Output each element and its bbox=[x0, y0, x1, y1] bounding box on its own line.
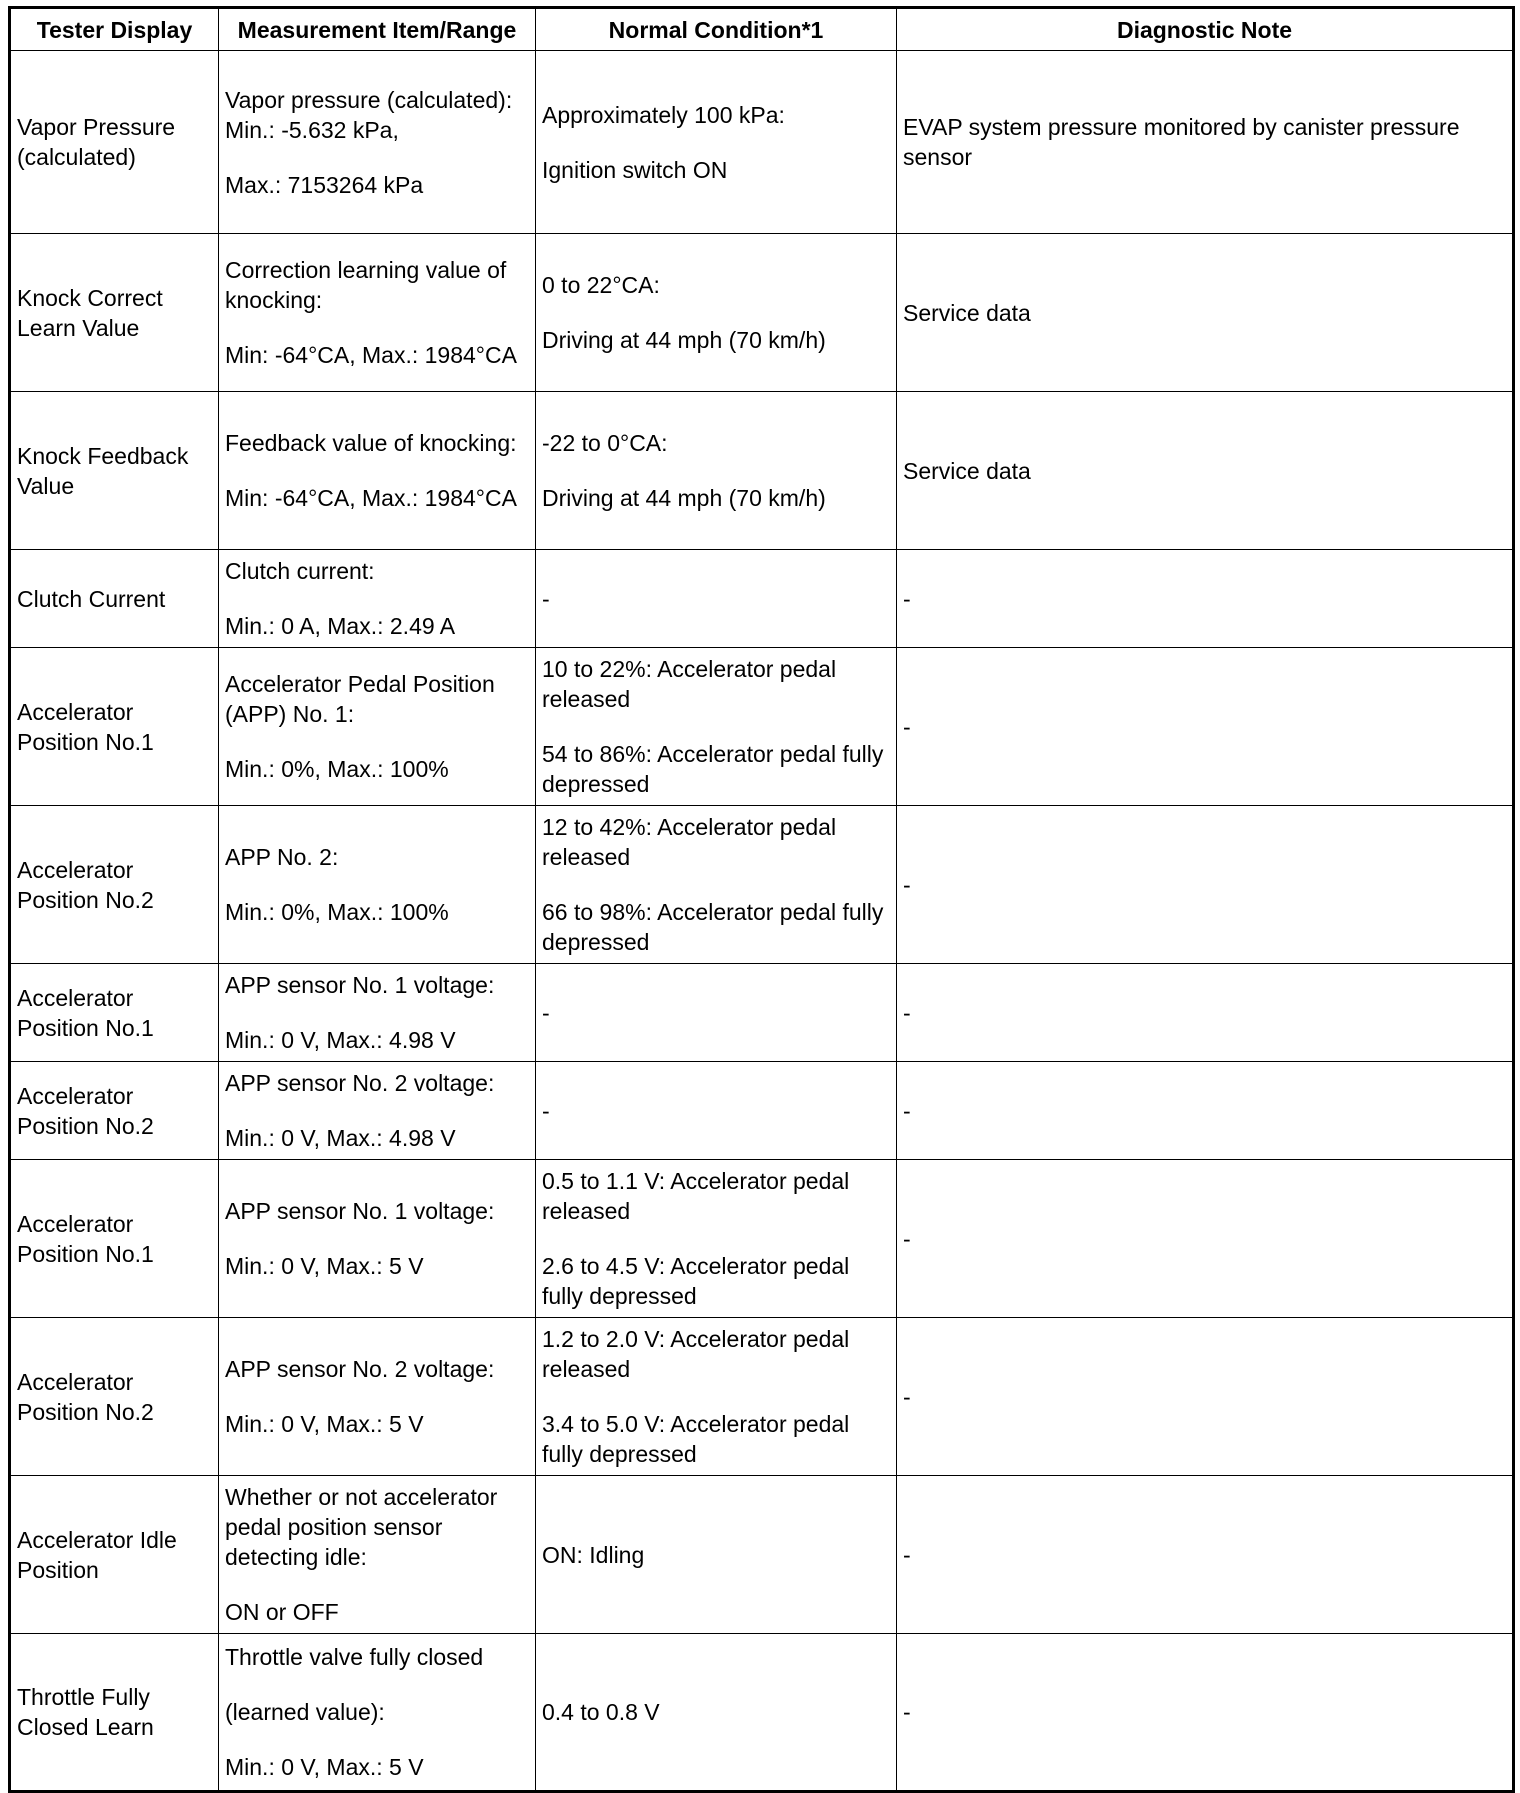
measurement-range-cell bbox=[219, 964, 536, 1062]
table-row bbox=[10, 964, 1514, 1062]
tester-display-cell: Accelerator Position No.1 bbox=[10, 1160, 219, 1318]
diagnostic-note-cell: - bbox=[897, 1476, 1514, 1634]
normal-condition-cell bbox=[536, 234, 897, 392]
diagnostic-note-cell: - bbox=[897, 550, 1514, 648]
tester-display-cell: Throttle Fully Closed Learn bbox=[10, 1634, 219, 1792]
measurement-range-cell bbox=[219, 392, 536, 550]
table-row bbox=[10, 1160, 1514, 1318]
diagnostic-note-cell: - bbox=[897, 806, 1514, 964]
normal-condition-cell bbox=[536, 1318, 897, 1476]
table-row bbox=[10, 806, 1514, 964]
range-line: APP sensor No. 1 voltage: bbox=[225, 1198, 495, 1224]
range-line: APP No. 2: bbox=[225, 844, 339, 870]
tester-display-cell: Knock Correct Learn Value bbox=[10, 234, 219, 392]
range-line: Throttle valve fully closed bbox=[225, 1644, 484, 1670]
range-line: APP sensor No. 2 voltage: bbox=[225, 1356, 495, 1382]
data-list-table bbox=[8, 6, 1515, 1793]
table-row bbox=[10, 234, 1514, 392]
table-row bbox=[10, 1634, 1514, 1792]
measurement-range-cell bbox=[219, 234, 536, 392]
table-row bbox=[10, 1318, 1514, 1476]
condition-line: - bbox=[542, 999, 550, 1026]
condition-line: Driving at 44 mph (70 km/h) bbox=[542, 485, 826, 511]
normal-condition-cell bbox=[536, 1476, 897, 1634]
tester-display-cell: Accelerator Position No.2 bbox=[10, 1062, 219, 1160]
normal-condition-cell bbox=[536, 550, 897, 648]
table-row bbox=[10, 648, 1514, 806]
measurement-range-cell bbox=[219, 1634, 536, 1792]
range-line: Vapor pressure (calculated): bbox=[225, 86, 513, 113]
condition-line: Ignition switch ON bbox=[542, 156, 728, 183]
condition-line: 3.4 to 5.0 V: Accelerator pedal fully depressed bbox=[542, 1411, 850, 1467]
range-line: Clutch current: bbox=[225, 558, 375, 584]
condition-line: -22 to 0°CA: bbox=[542, 430, 668, 456]
measurement-range-cell bbox=[219, 51, 536, 234]
tester-display-cell: Vapor Pressure (calculated) bbox=[10, 51, 219, 234]
table-row bbox=[10, 51, 1514, 234]
measurement-range-cell bbox=[219, 1160, 536, 1318]
condition-line: 12 to 42%: Accelerator pedal released bbox=[542, 814, 837, 870]
measurement-range-cell bbox=[219, 648, 536, 806]
diagnostic-note-cell: - bbox=[897, 964, 1514, 1062]
diagnostic-note-cell: Service data bbox=[897, 234, 1514, 392]
tester-display-cell: Accelerator Idle Position bbox=[10, 1476, 219, 1634]
measurement-range-cell bbox=[219, 1062, 536, 1160]
range-line: Min.: 0 V, Max.: 4.98 V bbox=[225, 1027, 456, 1053]
range-line: Min.: 0%, Max.: 100% bbox=[225, 756, 449, 782]
range-line: Min.: 0 V, Max.: 5 V bbox=[225, 1253, 424, 1279]
diagnostic-note-cell: EVAP system pressure monitored by canister pressure sensor bbox=[897, 51, 1514, 234]
condition-line: 0.4 to 0.8 V bbox=[542, 1699, 660, 1725]
tester-display-cell: Accelerator Position No.2 bbox=[10, 806, 219, 964]
range-line: Min.: 0 A, Max.: 2.49 A bbox=[225, 613, 456, 639]
condition-line: 66 to 98%: Accelerator pedal fully depressed bbox=[542, 899, 884, 955]
condition-line: Driving at 44 mph (70 km/h) bbox=[542, 327, 826, 353]
range-line: (learned value): bbox=[225, 1699, 385, 1725]
condition-line: 0 to 22°CA: bbox=[542, 272, 660, 298]
normal-condition-cell bbox=[536, 392, 897, 550]
header-row bbox=[10, 8, 1514, 51]
range-line: APP sensor No. 1 voltage: bbox=[225, 972, 495, 998]
diagnostic-note-cell: - bbox=[897, 1318, 1514, 1476]
diagnostic-note-cell: - bbox=[897, 1062, 1514, 1160]
tester-display-cell: Knock Feedback Value bbox=[10, 392, 219, 550]
normal-condition-cell bbox=[536, 1634, 897, 1792]
diagnostic-note-cell: - bbox=[897, 648, 1514, 806]
range-line: Whether or not accelerator pedal position sensor detecting idle: bbox=[225, 1484, 498, 1570]
header-tester-display: Tester Display bbox=[10, 8, 219, 51]
normal-condition-cell bbox=[536, 964, 897, 1062]
range-line: APP sensor No. 2 voltage: bbox=[225, 1070, 495, 1096]
condition-line: ON: Idling bbox=[542, 1541, 645, 1568]
normal-condition-cell bbox=[536, 648, 897, 806]
range-line: Min.: 0 V, Max.: 5 V bbox=[225, 1411, 424, 1437]
range-line: Min.: 0 V, Max.: 4.98 V bbox=[225, 1125, 456, 1151]
measurement-range-cell bbox=[219, 1318, 536, 1476]
header-normal-condition: Normal Condition*1 bbox=[536, 8, 897, 51]
table-row bbox=[10, 1062, 1514, 1160]
normal-condition-cell bbox=[536, 1160, 897, 1318]
diagnostic-note-cell: - bbox=[897, 1634, 1514, 1792]
range-line: Max.: 7153264 kPa bbox=[225, 171, 424, 198]
tester-display-cell: Accelerator Position No.2 bbox=[10, 1318, 219, 1476]
range-line: Min: -64°CA, Max.: 1984°CA bbox=[225, 342, 517, 368]
range-line: Correction learning value of knocking: bbox=[225, 257, 507, 313]
range-line: ON or OFF bbox=[225, 1599, 339, 1625]
header-measurement-item-range: Measurement Item/Range bbox=[219, 8, 536, 51]
tester-display-cell: Clutch Current bbox=[10, 550, 219, 648]
range-line: Feedback value of knocking: bbox=[225, 430, 517, 456]
range-line: Min.: 0%, Max.: 100% bbox=[225, 899, 449, 925]
range-line: Min: -64°CA, Max.: 1984°CA bbox=[225, 485, 517, 511]
measurement-range-cell bbox=[219, 806, 536, 964]
normal-condition-cell bbox=[536, 51, 897, 234]
range-line: Min.: 0 V, Max.: 5 V bbox=[225, 1754, 424, 1780]
condition-line: Approximately 100 kPa: bbox=[542, 101, 785, 128]
header-diagnostic-note: Diagnostic Note bbox=[897, 8, 1514, 51]
measurement-range-cell bbox=[219, 1476, 536, 1634]
table-row bbox=[10, 550, 1514, 648]
range-line: Min.: -5.632 kPa, bbox=[225, 116, 399, 143]
normal-condition-cell bbox=[536, 1062, 897, 1160]
condition-line: 2.6 to 4.5 V: Accelerator pedal fully depressed bbox=[542, 1253, 850, 1309]
diagnostic-note-cell: Service data bbox=[897, 392, 1514, 550]
measurement-range-cell bbox=[219, 550, 536, 648]
normal-condition-cell bbox=[536, 806, 897, 964]
condition-line: 0.5 to 1.1 V: Accelerator pedal released bbox=[542, 1168, 850, 1224]
diagnostic-note-cell: - bbox=[897, 1160, 1514, 1318]
condition-line: - bbox=[542, 585, 550, 612]
range-line: Accelerator Pedal Position (APP) No. 1: bbox=[225, 671, 495, 727]
condition-line: - bbox=[542, 1097, 550, 1124]
tester-display-cell: Accelerator Position No.1 bbox=[10, 964, 219, 1062]
table-row bbox=[10, 1476, 1514, 1634]
tester-display-cell: Accelerator Position No.1 bbox=[10, 648, 219, 806]
condition-line: 54 to 86%: Accelerator pedal fully depressed bbox=[542, 741, 884, 797]
condition-line: 1.2 to 2.0 V: Accelerator pedal released bbox=[542, 1326, 850, 1382]
table-row bbox=[10, 392, 1514, 550]
condition-line: 10 to 22%: Accelerator pedal released bbox=[542, 656, 837, 712]
